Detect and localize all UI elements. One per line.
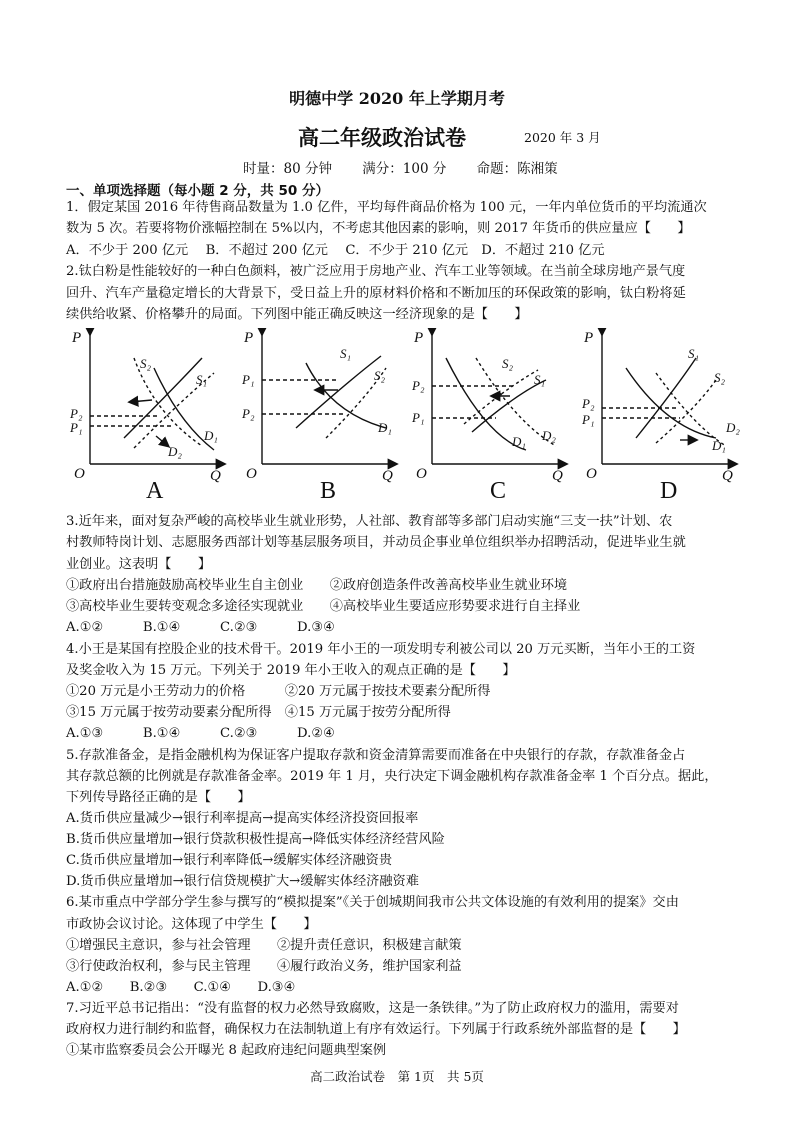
- exam-info: [243, 157, 584, 177]
- text-line: 数为 5 次。若要将物价涨幅控制在 5%以内，不考虑其他因素的影响，则 2017 年货币的供应量应【 】: [66, 221, 691, 236]
- svg-text:O: O: [416, 466, 427, 482]
- text-line: 下列传导路径正确的是【 】: [66, 790, 251, 805]
- text-line: ③15 万元属于按劳动要素分配所得 ④15 万元属于按劳分配所得: [66, 705, 451, 720]
- svg-text:P₁: P₁: [242, 372, 255, 387]
- text-line: A.①② B.①④ C.②③ D.③④: [66, 620, 335, 635]
- svg-text:D₂: D₂: [542, 428, 556, 443]
- text-line: 1．假定某国 2016 年待售商品数量为 1.0 亿件，平均每件商品价格为 100 元，一年内单位货币的平均流通次: [66, 200, 707, 215]
- svg-text:P₁: P₁: [582, 412, 595, 427]
- svg-text:D₁: D₁: [512, 434, 526, 449]
- svg-text:P₂: P₂: [242, 406, 255, 421]
- svg-text:Q: Q: [552, 468, 563, 484]
- svg-text:D₁: D₁: [712, 438, 726, 453]
- exam-time: 时量：80 分钟: [243, 161, 332, 177]
- svg-text:S₁: S₁: [340, 346, 352, 361]
- graph-a: [90, 334, 224, 464]
- text-line: 及奖金收入为 15 万元。下列关于 2019 年小王收入的观点正确的是【 】: [66, 663, 516, 678]
- svg-text:P₂: P₂: [70, 406, 83, 421]
- section-heading: 一、单项选择题（每小题 2 分，共 50 分）: [66, 183, 329, 199]
- text-line: ①增强民主意识，参与社会管理 ②提升责任意识，积极建言献策: [66, 938, 462, 953]
- svg-text:Q: Q: [382, 468, 393, 484]
- text-line: 政府权力进行制约和监督，确保权力在法制轨道上有序有效运行。下列属于行政系统外部监督的是【 】: [66, 1022, 686, 1037]
- text-line: 3.近年来，面对复杂严峻的高校毕业生就业形势，人社部、教育部等多部门启动实施“三支一扶”计划、农: [66, 514, 673, 529]
- supply-demand-graphs: [64, 328, 744, 512]
- svg-text:S₂: S₂: [714, 370, 726, 385]
- svg-text:S₂: S₂: [374, 368, 386, 383]
- svg-text:P₁: P₁: [70, 420, 83, 435]
- paper-title: 高二年级政治试卷: [298, 125, 466, 150]
- text-line: 5.存款准备金，是指金融机构为保证客户提取存款和资金清算需要而准备在中央银行的存款，存款准备金占: [66, 748, 686, 763]
- text-line: 业创业。这表明【 】: [66, 557, 212, 572]
- svg-text:D₂: D₂: [726, 420, 740, 435]
- text-line: A.货币供应量减少→银行利率提高→提高实体经济投资回报率: [66, 811, 419, 826]
- text-line: 续供给收紧、价格攀升的局面。下列图中能正确反映这一经济现象的是【 】: [66, 307, 528, 322]
- svg-text:S₁: S₁: [196, 372, 208, 387]
- text-line: ③高校毕业生要转变观念多途径实现就业 ④高校毕业生要适应形势要求进行自主择业: [66, 599, 581, 614]
- svg-text:S₁: S₁: [534, 372, 546, 387]
- text-line: A．不少于 200 亿元 B．不超过 200 亿元 C．不少于 210 亿元 D．不超过 210 亿元: [66, 243, 605, 258]
- svg-text:D₁: D₁: [204, 428, 218, 443]
- svg-text:P₂: P₂: [412, 378, 425, 393]
- text-line: ③行使政治权利，参与民主管理 ④履行政治义务，维护国家利益: [66, 959, 462, 974]
- svg-text:P₂: P₂: [582, 396, 595, 411]
- text-line: 其存款总额的比例就是存款准备金率。2019 年 1 月，央行决定下调金融机构存款准备金率 1 个百分点。据此，: [66, 769, 718, 784]
- text-line: C.货币供应量增加→银行利率降低→缓解实体经济融资贵: [66, 853, 393, 868]
- svg-text:Q: Q: [210, 468, 221, 484]
- text-line: D.货币供应量增加→银行信贷规模扩大→缓解实体经济融资难: [66, 874, 419, 889]
- svg-text:Q: Q: [722, 468, 733, 484]
- svg-text:S₂: S₂: [140, 356, 152, 371]
- svg-text:O: O: [586, 466, 597, 482]
- svg-text:D₂: D₂: [168, 444, 182, 459]
- text-line: 7.习近平总书记指出：“没有监督的权力必然导致腐败，这是一条铁律。”为了防止政府权力的滥用，需要对: [66, 1001, 679, 1016]
- text-line: 回升、汽车产量稳定增长的大背景下，受日益上升的原材料价格和不断加压的环保政策的影响，钛白粉将延: [66, 286, 686, 301]
- text-line: 6.某市重点中学部分学生参与撰写的“模拟提案”《关于创城期间我市公共文体设施的有效利用的提案》交由: [66, 895, 679, 910]
- graph-label-b: B: [320, 478, 337, 504]
- exam-author: 命题：陈湘策: [476, 161, 558, 177]
- svg-text:P: P: [584, 330, 594, 346]
- exam-score: 满分：100 分: [362, 161, 447, 177]
- text-line: 市政协会议讨论。这体现了中学生【 】: [66, 917, 317, 932]
- svg-text:D₁: D₁: [378, 420, 392, 435]
- svg-text:P: P: [414, 330, 424, 346]
- graph-label-a: A: [146, 478, 164, 504]
- page-footer: 高二政治试卷 第 1页 共 5页: [310, 1069, 484, 1084]
- svg-text:O: O: [74, 466, 85, 482]
- svg-text:P₁: P₁: [412, 410, 425, 425]
- text-line: ①20 万元是小王劳动力的价格 ②20 万元属于按技术要素分配所得: [66, 684, 491, 699]
- text-line: ①某市监察委员会公开曝光 8 起政府违纪问题典型案例: [66, 1043, 387, 1058]
- graph-label-d: D: [660, 478, 678, 504]
- text-line: ①政府出台措施鼓励高校毕业生自主创业 ②政府创造条件改善高校毕业生就业环境: [66, 578, 568, 593]
- graph-a-p: P: [72, 330, 82, 346]
- svg-text:P: P: [244, 330, 254, 346]
- svg-text:S₂: S₂: [502, 356, 514, 371]
- text-line: 4.小王是某国有控股企业的技术骨干。2019 年小王的一项发明专利被公司以 20 万元买断，当年小王的工资: [66, 642, 696, 657]
- graph-label-c: C: [490, 478, 507, 504]
- svg-text:S₁: S₁: [688, 346, 700, 361]
- graph-c: [432, 334, 566, 464]
- school-exam-title: 明德中学 2020 年上学期月考: [289, 89, 505, 108]
- text-line: A.①② B.②③ C.①④ D.③④: [66, 980, 296, 995]
- svg-text:O: O: [246, 466, 257, 482]
- text-line: A.①③ B.①④ C.②③ D.②④: [66, 726, 335, 741]
- text-line: 村教师特岗计划、志愿服务西部计划等基层服务项目，并动员企事业单位组织举办招聘活动，促进毕业生就: [66, 535, 686, 550]
- text-line: 2.钛白粉是性能较好的一种白色颜料，被广泛应用于房地产业、汽车工业等领域。在当前全球房地产景气度: [66, 264, 686, 279]
- text-line: B.货币供应量增加→银行贷款积极性提高→降低实体经济经营风险: [66, 832, 445, 847]
- graph-b: [262, 334, 396, 464]
- exam-date: 2020 年 3 月: [524, 130, 601, 145]
